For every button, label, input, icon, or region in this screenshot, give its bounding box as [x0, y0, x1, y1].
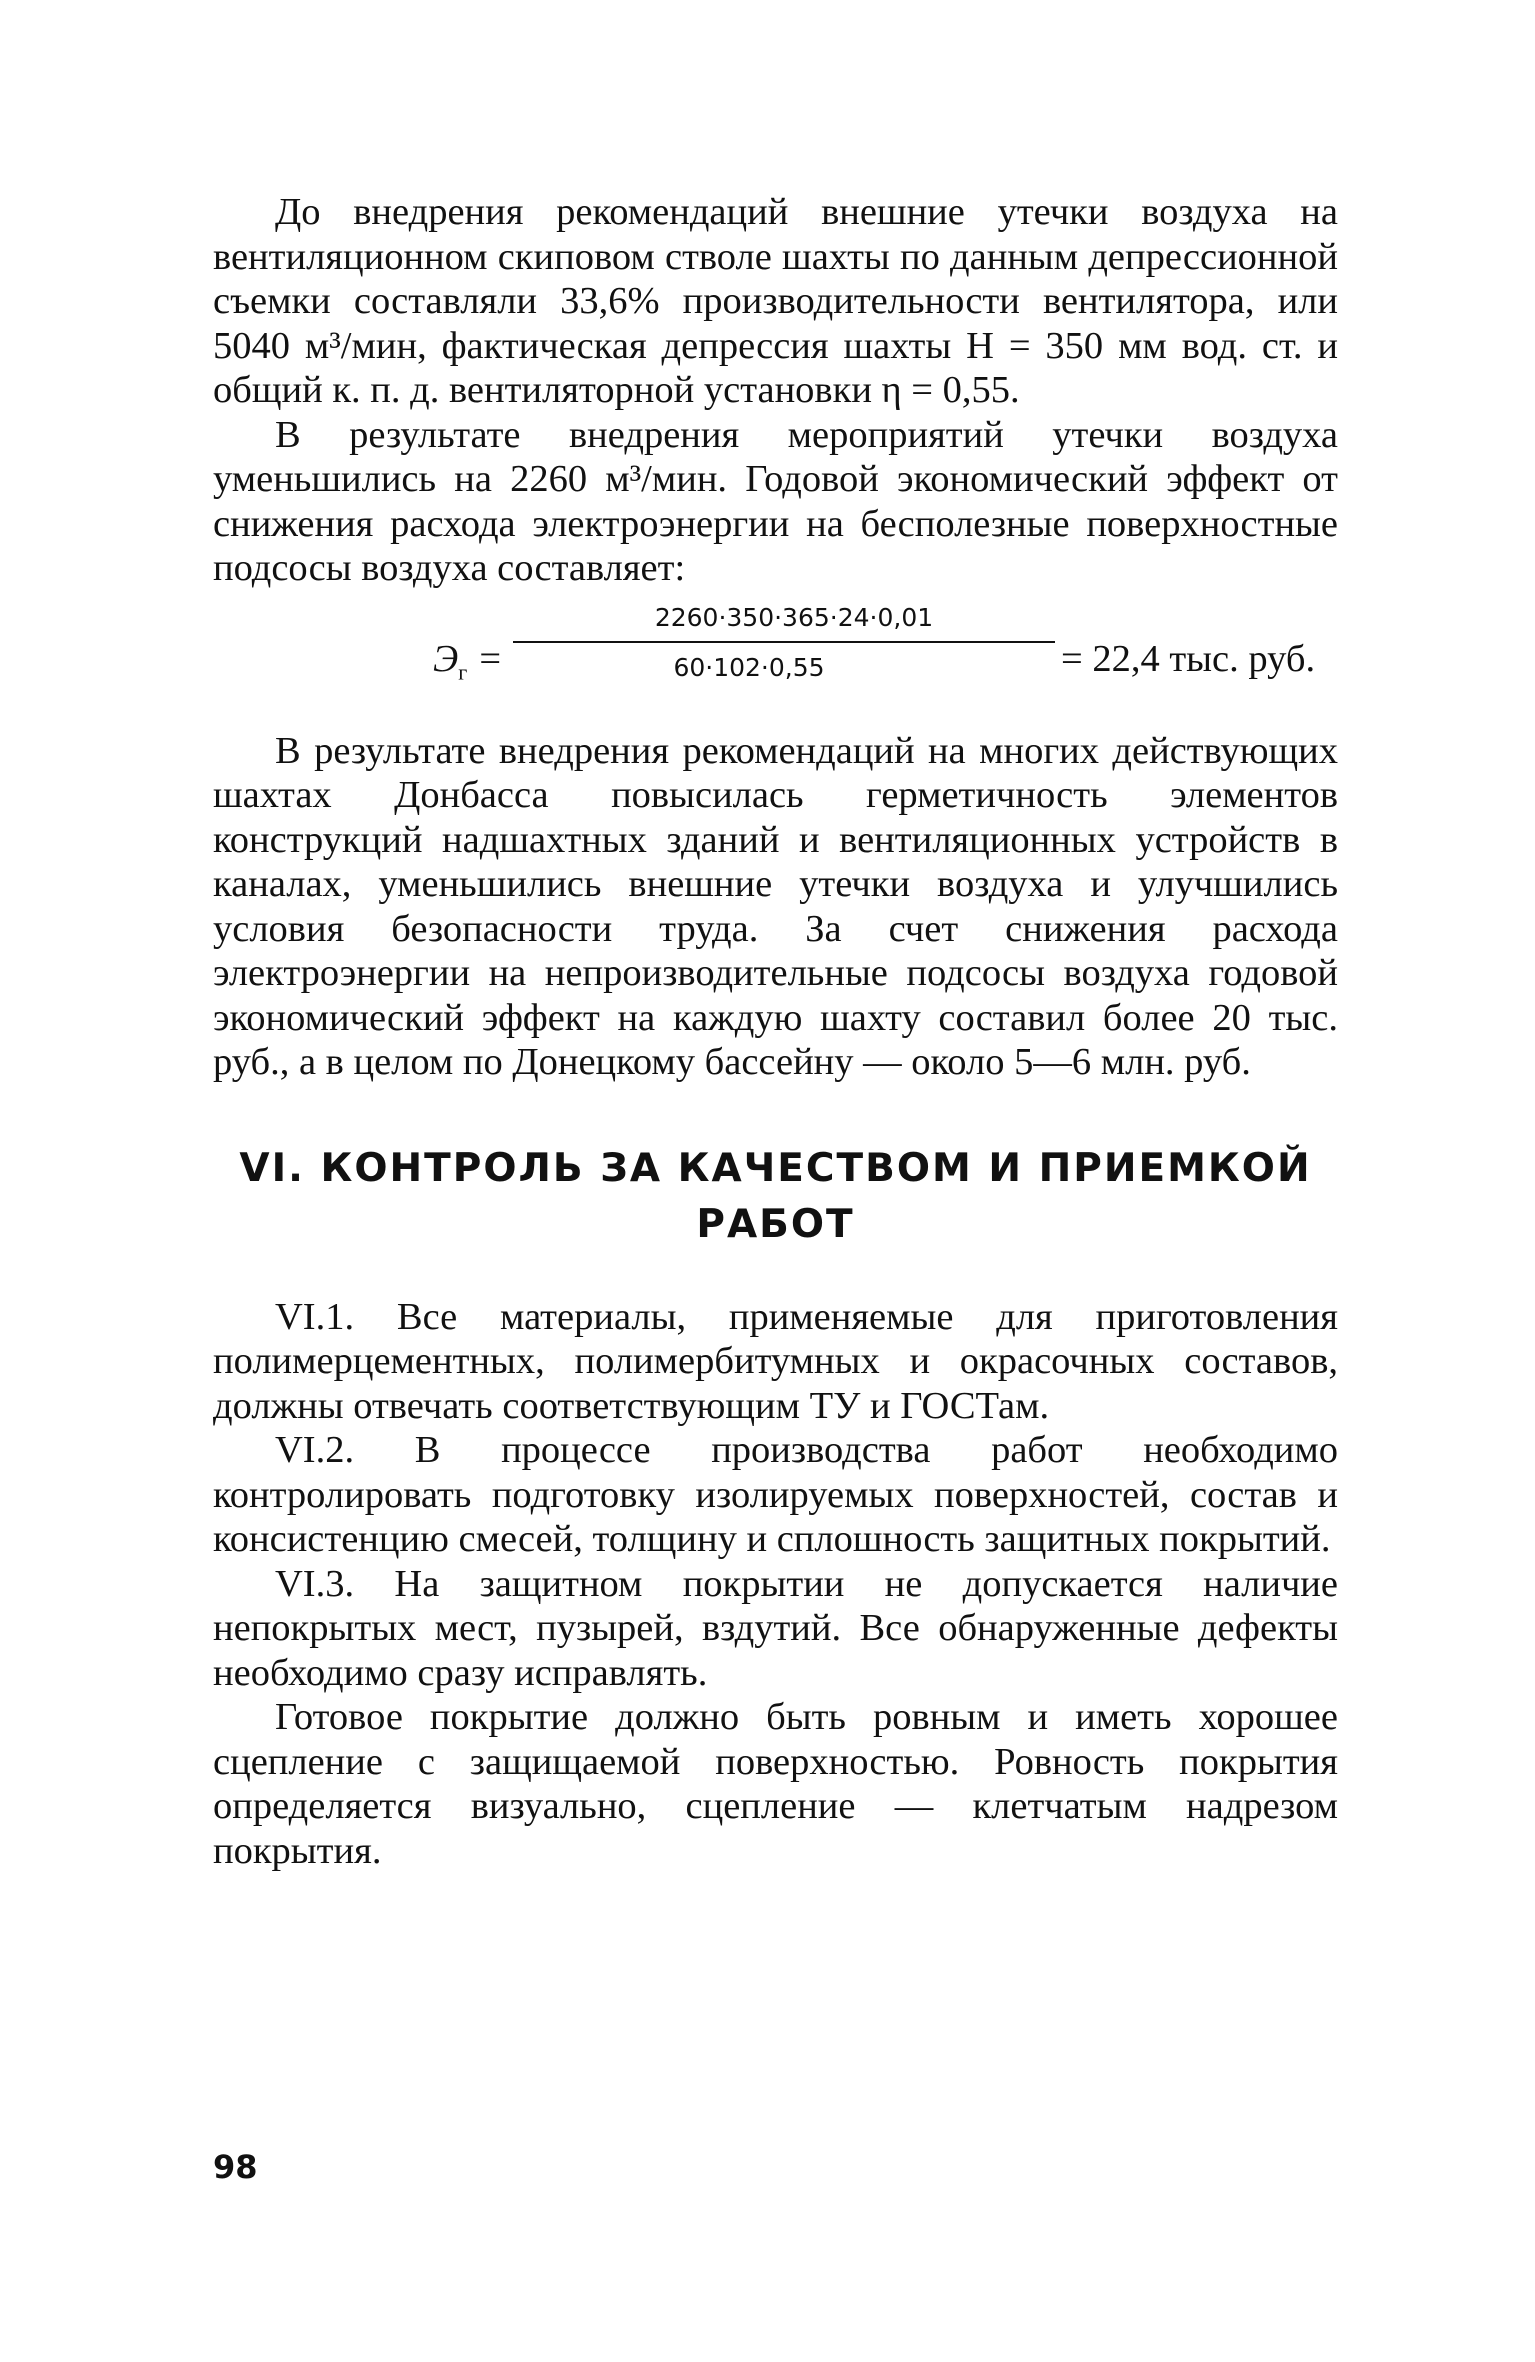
formula-denominator: 60·102·0,55: [673, 652, 825, 682]
paragraph-leakage-before: До внедрения рекомендаций внешние утечки воздуха на вентиляционном скиповом стволе шахты по данным депрессионной съемки составляли 33,6% производительности вентилятора, или 5040 м³/мин, фактическая депрессия шахты H = 350 мм вод. ст. и общий к. п. д. вентиляторной установки η = 0,55.: [213, 191, 1338, 411]
formula-fraction: [513, 601, 1055, 685]
section-heading: VI. КОНТРОЛЬ ЗА КАЧЕСТВОМ И ПРИЕМКОЙ РАБОТ: [239, 1145, 1312, 1247]
paragraph-donbass-results: В результате внедрения рекомендаций на многих действующих шахтах Донбасса повысилась герметичность элементов конструкций надшахтных зданий и вентиляционных устройств в каналах, уменьшились внешние утечки воздуха и улучшились условия безопасности труда. За счет снижения расхода электроэнергии на непроизводительные подсосы воздуха годовой экономический эффект на каждую шахту составил более 20 тыс. руб., а в целом по Донецкому бассейну — около 5—6 млн. руб.: [213, 729, 1338, 1083]
paragraph-leakage-after: В результате внедрения мероприятий утечки воздуха уменьшились на 2260 м³/мин. Годовой экономический эффект от снижения расхода электроэнергии на бесполезные поверхностные подсосы воздуха составляет:: [213, 413, 1338, 589]
page-number: 98: [213, 2148, 258, 2186]
formula-lhs-symbol: Э: [433, 637, 459, 680]
formula-numerator: 2260·350·365·24·0,01: [654, 602, 934, 632]
paragraph-finished-coating: Готовое покрытие должно быть ровным и иметь хорошее сцепление с защищаемой поверхностью. Ровность покрытия определяется визуально, сцепление — клетчатым надрезом покрытия.: [213, 1696, 1338, 1872]
item-vi-3: VI.3. На защитном покрытии не допускается наличие непокрытых мест, пузырей, вздутий. Все обнаруженные дефекты необходимо сразу исправлять.: [213, 1562, 1338, 1694]
formula-lhs-subscript: г: [458, 659, 468, 685]
page-body: [213, 190, 1338, 1873]
formula-result: = 22,4 тыс. руб.: [1061, 637, 1316, 680]
formula-lhs: [433, 637, 503, 686]
item-vi-2: VI.2. В процессе производства работ необходимо контролировать подготовку изолируемых поверхностей, состав и консистенцию смесей, толщину и сплошность защитных покрытий.: [213, 1429, 1338, 1560]
formula-equals: =: [476, 637, 503, 680]
item-vi-1: VI.1. Все материалы, применяемые для приготовления полимерцементных, полимербитумных и окрасочных составов, должны отвечать соответствующим ТУ и ГОСТам.: [213, 1295, 1338, 1427]
economic-effect-formula: [213, 601, 1338, 721]
formula-fraction-bar: [513, 641, 1055, 643]
